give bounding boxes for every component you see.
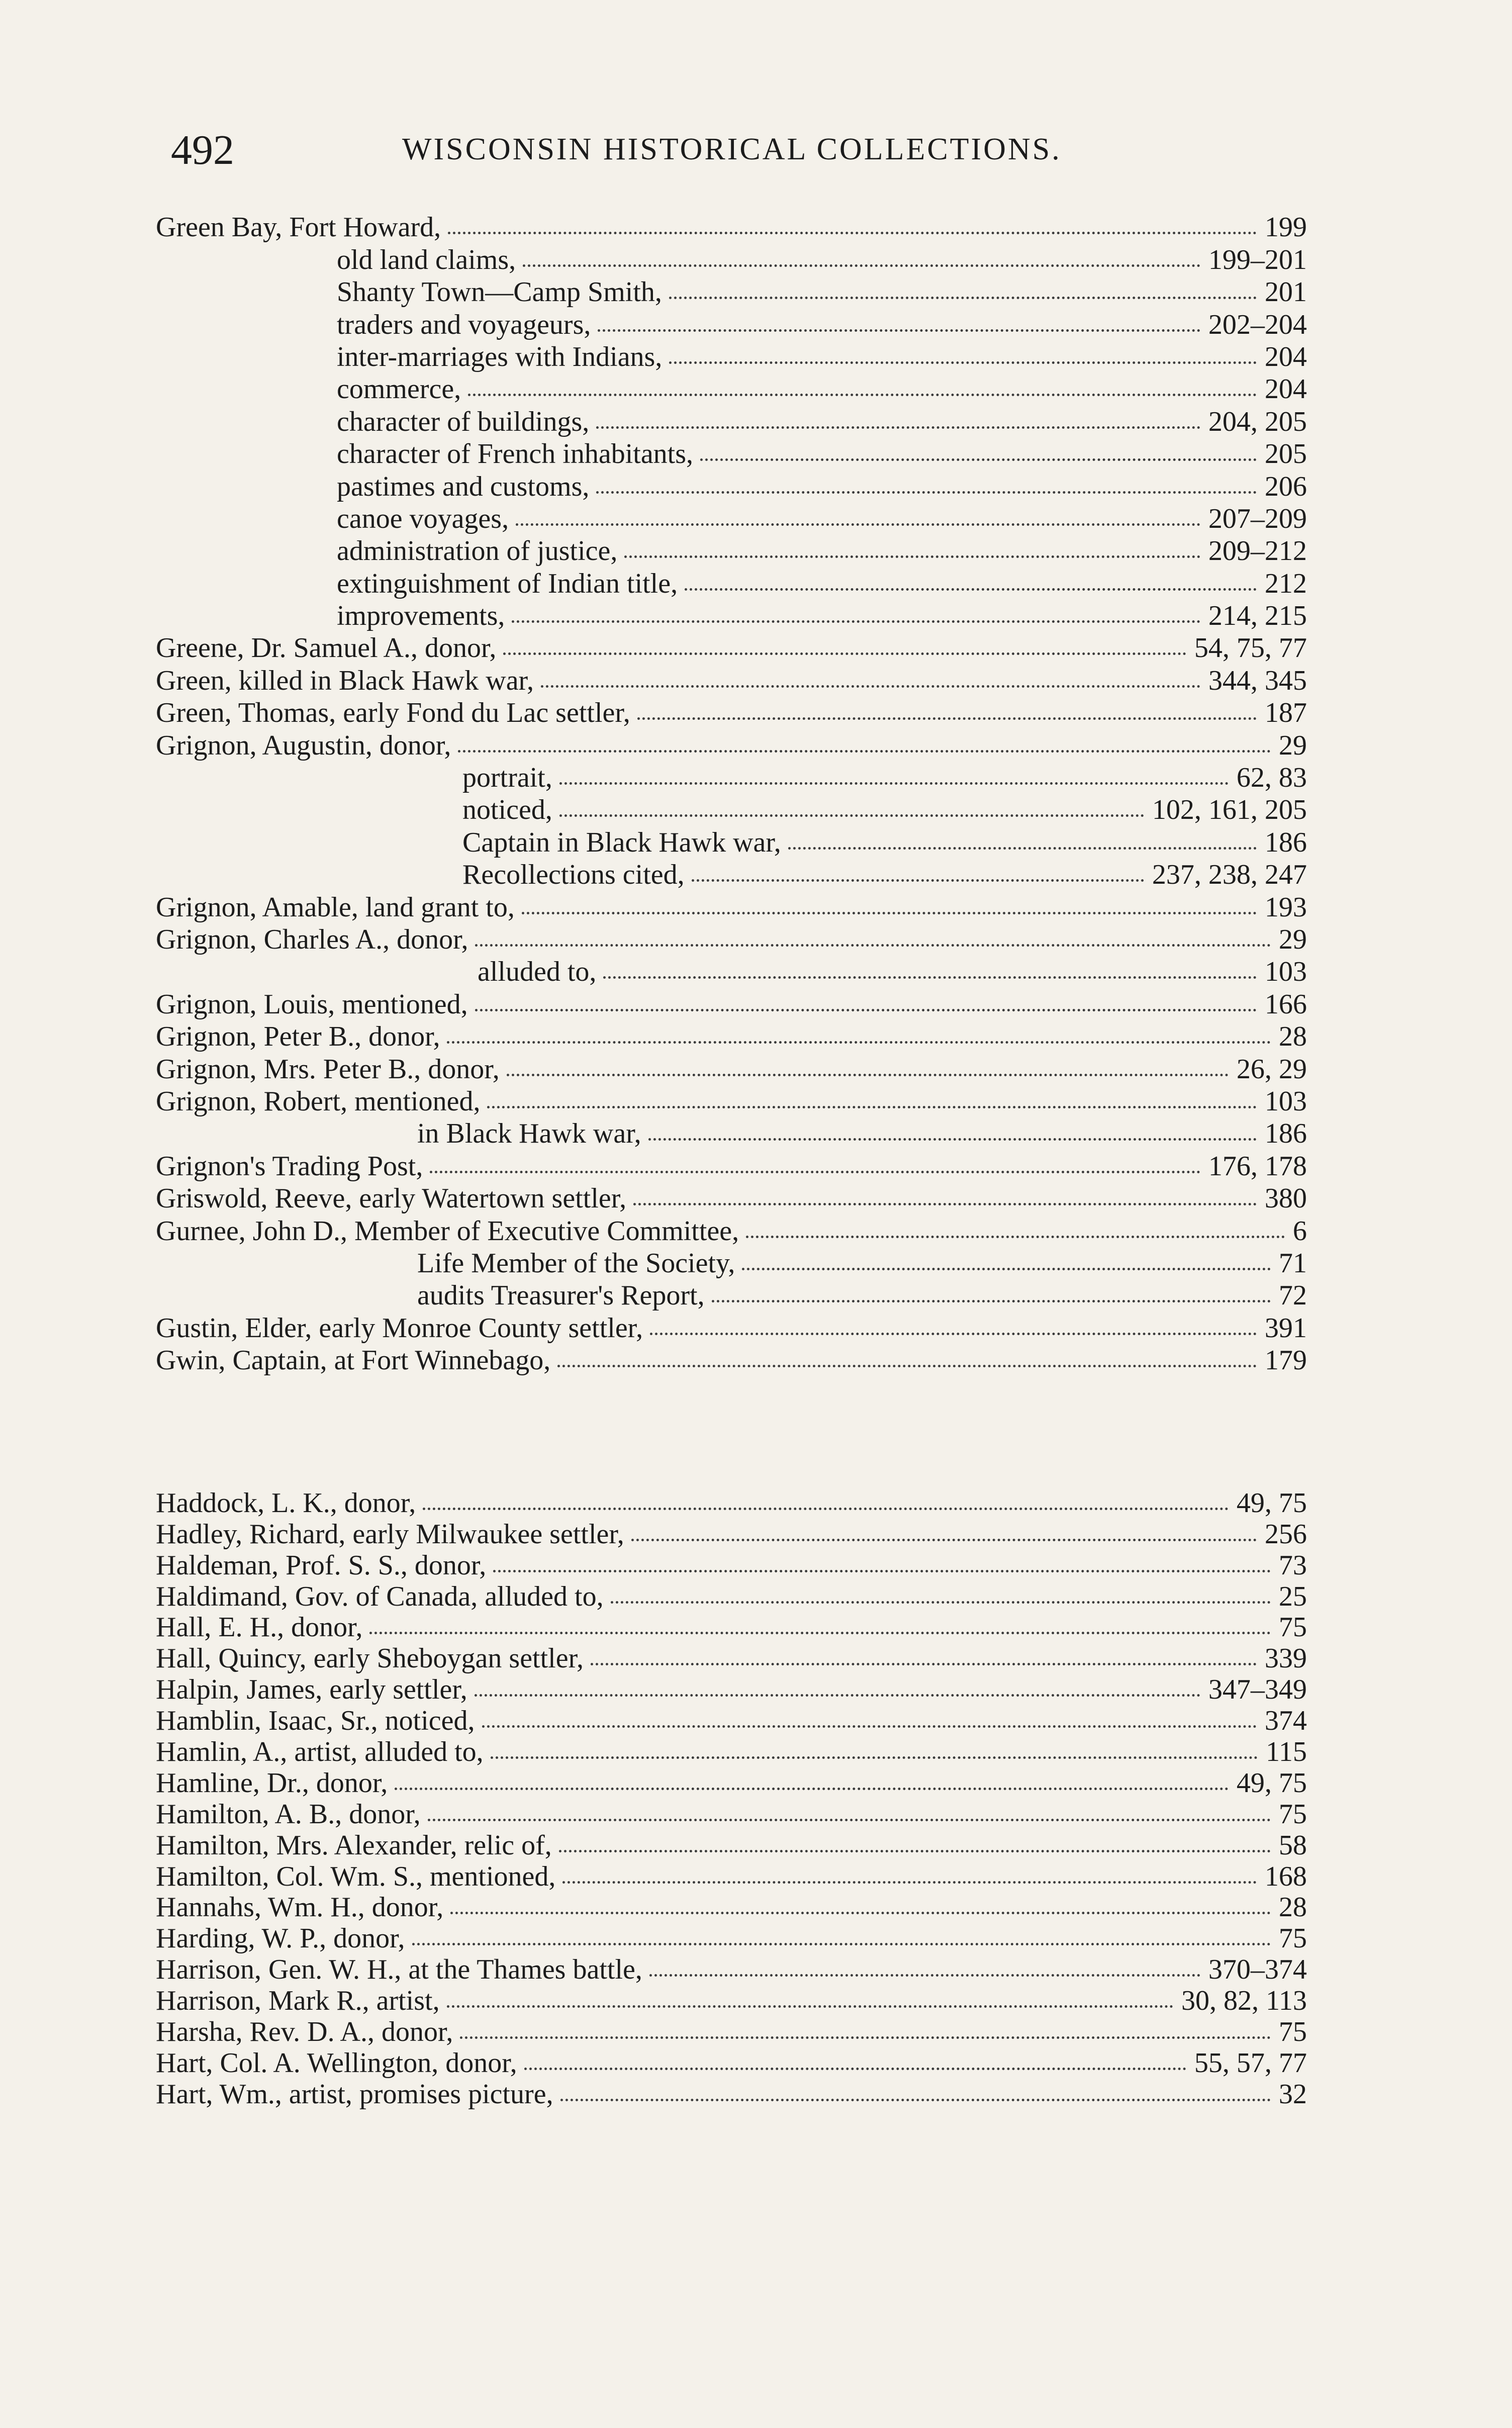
dot-leader <box>487 1106 1257 1108</box>
entry-pages: 179 <box>1265 1345 1307 1376</box>
entry-pages: 115 <box>1266 1736 1307 1768</box>
dot-leader <box>541 685 1200 688</box>
dot-leader <box>475 1009 1257 1011</box>
entry-pages: 75 <box>1279 1612 1307 1643</box>
entry-pages: 201 <box>1265 276 1307 308</box>
index-entry <box>156 600 1307 632</box>
index-entry <box>156 405 1307 437</box>
entry-label: character of buildings, <box>337 406 590 437</box>
entry-pages: 26, 29 <box>1237 1053 1307 1085</box>
index-entry <box>156 632 1307 664</box>
dot-leader <box>493 1570 1271 1572</box>
entry-pages: 30, 82, 113 <box>1181 1985 1307 2017</box>
dot-leader <box>746 1236 1285 1238</box>
dot-leader <box>369 1632 1271 1634</box>
entry-label: Hall, E. H., donor, <box>156 1612 363 1643</box>
dot-leader <box>559 814 1144 817</box>
entry-pages: 58 <box>1279 1829 1307 1861</box>
index-entry <box>156 1893 1307 1924</box>
entry-pages: 199 <box>1265 212 1307 243</box>
entry-label: Grignon, Augustin, donor, <box>156 729 451 761</box>
dot-leader <box>395 1788 1228 1790</box>
dot-leader <box>491 1756 1258 1759</box>
entry-pages: 204 <box>1265 341 1307 372</box>
entry-label: Recollections cited, <box>462 859 685 891</box>
index-entry <box>156 243 1307 275</box>
index-entry <box>156 762 1307 794</box>
entry-pages: 29 <box>1279 923 1307 955</box>
entry-pages: 204, 205 <box>1208 406 1307 437</box>
entry-pages: 73 <box>1279 1549 1307 1581</box>
dot-leader <box>447 1041 1271 1044</box>
entry-label: pastimes and customs, <box>337 471 590 502</box>
index-entry <box>156 1488 1307 1519</box>
dot-leader <box>460 2036 1271 2039</box>
entry-label: traders and voyageurs, <box>337 309 591 340</box>
entry-label: Haddock, L. K., donor, <box>156 1487 416 1519</box>
dot-leader <box>458 750 1271 753</box>
dot-leader <box>522 912 1257 914</box>
dot-leader <box>512 620 1200 623</box>
index-entry <box>156 1247 1307 1279</box>
index-entry <box>156 1861 1307 1893</box>
dot-leader <box>503 652 1186 655</box>
dot-leader <box>637 717 1257 720</box>
dot-leader <box>430 1171 1200 1173</box>
index-entry <box>156 1550 1307 1581</box>
index-entry <box>156 1737 1307 1768</box>
dot-leader <box>669 297 1257 299</box>
entry-label: Hannahs, Wm. H., donor, <box>156 1892 444 1923</box>
entry-label: Captain in Black Hawk war, <box>462 826 781 858</box>
entry-pages: 202–204 <box>1208 309 1307 340</box>
entry-label: Grignon, Charles A., donor, <box>156 923 468 955</box>
dot-leader <box>557 1365 1257 1367</box>
entry-pages: 206 <box>1265 471 1307 502</box>
dot-leader <box>450 1912 1271 1914</box>
dot-leader <box>649 1974 1200 1977</box>
index-entry <box>156 1215 1307 1247</box>
dot-leader <box>524 2068 1186 2070</box>
dot-leader <box>412 1943 1271 1945</box>
entry-pages: 54, 75, 77 <box>1194 632 1307 664</box>
entry-label: Shanty Town—Camp Smith, <box>337 276 662 308</box>
entry-pages: 339 <box>1265 1643 1307 1674</box>
entry-pages: 237, 238, 247 <box>1152 859 1307 891</box>
dot-leader <box>423 1508 1228 1510</box>
entry-pages: 49, 75 <box>1237 1767 1307 1799</box>
entry-pages: 103 <box>1265 956 1307 988</box>
dot-leader <box>692 879 1144 882</box>
entry-label: alluded to, <box>478 956 597 988</box>
entry-label: Grignon, Robert, mentioned, <box>156 1085 481 1117</box>
dot-leader <box>685 588 1257 591</box>
entry-pages: 199–201 <box>1208 244 1307 275</box>
entry-label: Hart, Col. A. Wellington, donor, <box>156 2047 517 2079</box>
entry-label: noticed, <box>462 794 552 826</box>
entry-pages: 32 <box>1279 2078 1307 2110</box>
entry-pages: 49, 75 <box>1237 1487 1307 1519</box>
entry-label: Hamilton, A. B., donor, <box>156 1798 421 1830</box>
dot-leader <box>598 329 1200 332</box>
entry-pages: 102, 161, 205 <box>1152 794 1307 826</box>
entry-label: Life Member of the Society, <box>417 1247 735 1279</box>
entry-pages: 214, 215 <box>1208 600 1307 632</box>
dot-leader <box>447 2005 1174 2008</box>
index-section-g <box>156 211 1307 1376</box>
index-entry <box>156 859 1307 891</box>
index-entry <box>156 503 1307 535</box>
index-section-h <box>156 1488 1307 2110</box>
dot-leader <box>475 944 1271 947</box>
entry-pages: 28 <box>1279 1892 1307 1923</box>
index-entry <box>156 211 1307 243</box>
index-entry <box>156 956 1307 988</box>
dot-leader <box>611 1601 1271 1604</box>
entry-label: character of French inhabitants, <box>337 438 694 470</box>
entry-label: Gwin, Captain, at Fort Winnebago, <box>156 1345 551 1376</box>
entry-pages: 168 <box>1265 1860 1307 1892</box>
dot-leader <box>624 555 1200 558</box>
dot-leader <box>633 1203 1257 1205</box>
index-entry <box>156 438 1307 470</box>
dot-leader <box>742 1268 1271 1270</box>
dot-leader <box>482 1725 1257 1728</box>
entry-label: Hamline, Dr., donor, <box>156 1767 388 1799</box>
index-entry <box>156 308 1307 340</box>
entry-label: Greene, Dr. Samuel A., donor, <box>156 632 497 664</box>
index-entry <box>156 1085 1307 1117</box>
index-entry <box>156 1799 1307 1830</box>
index-entry <box>156 2048 1307 2079</box>
entry-label: audits Treasurer's Report, <box>417 1280 705 1312</box>
entry-pages: 25 <box>1279 1580 1307 1612</box>
index-entry <box>156 923 1307 956</box>
entry-label: administration of justice, <box>337 535 618 567</box>
entry-pages: 205 <box>1265 438 1307 470</box>
entry-label: canoe voyages, <box>337 503 509 534</box>
entry-label: Hall, Quincy, early Sheboygan settler, <box>156 1643 584 1674</box>
entry-pages: 186 <box>1265 1118 1307 1150</box>
dot-leader <box>560 2099 1271 2101</box>
entry-pages: 204 <box>1265 373 1307 405</box>
index-entry <box>156 470 1307 502</box>
entry-pages: 374 <box>1265 1705 1307 1737</box>
dot-leader <box>475 1694 1200 1697</box>
index-entry <box>156 794 1307 826</box>
entry-label: Grignon, Louis, mentioned, <box>156 988 468 1020</box>
index-entry <box>156 697 1307 729</box>
entry-pages: 187 <box>1265 697 1307 729</box>
index-entry <box>156 1020 1307 1053</box>
entry-pages: 71 <box>1279 1247 1307 1279</box>
entry-pages: 103 <box>1265 1085 1307 1117</box>
dot-leader <box>669 361 1257 364</box>
entry-pages: 176, 178 <box>1208 1150 1307 1182</box>
entry-pages: 256 <box>1265 1518 1307 1550</box>
index-entry <box>156 1053 1307 1085</box>
index-entry <box>156 988 1307 1020</box>
entry-label: Harrison, Gen. W. H., at the Thames battle, <box>156 1954 642 1986</box>
dot-leader <box>507 1074 1228 1076</box>
entry-label: Halpin, James, early settler, <box>156 1674 467 1706</box>
dot-leader <box>603 976 1257 979</box>
entry-pages: 391 <box>1265 1312 1307 1344</box>
index-entry <box>156 276 1307 308</box>
index-entry <box>156 373 1307 405</box>
index-entry <box>156 1182 1307 1215</box>
index-entry <box>156 1768 1307 1799</box>
entry-label: Grignon, Peter B., donor, <box>156 1021 440 1053</box>
entry-pages: 62, 83 <box>1237 762 1307 794</box>
index-entry <box>156 729 1307 761</box>
index-entry <box>156 1643 1307 1674</box>
entry-label: Hamilton, Mrs. Alexander, relic of, <box>156 1829 552 1861</box>
index-entry <box>156 1830 1307 1861</box>
index-entry <box>156 1150 1307 1182</box>
dot-leader <box>516 523 1200 526</box>
dot-leader <box>559 782 1228 785</box>
page-number: 492 <box>171 127 234 173</box>
entry-label: Grignon, Amable, land grant to, <box>156 891 515 923</box>
entry-label: Harrison, Mark R., artist, <box>156 1985 440 2017</box>
entry-label: Grignon, Mrs. Peter B., donor, <box>156 1053 500 1085</box>
index-entry <box>156 2079 1307 2110</box>
index-entry <box>156 826 1307 858</box>
entry-label: Green Bay, Fort Howard, <box>156 212 441 243</box>
index-entry <box>156 1117 1307 1150</box>
index-entry <box>156 664 1307 696</box>
entry-pages: 72 <box>1279 1280 1307 1312</box>
dot-leader <box>712 1300 1271 1302</box>
dot-leader <box>631 1539 1257 1541</box>
index-entry <box>156 1344 1307 1376</box>
index-entry <box>156 2017 1307 2048</box>
dot-leader <box>448 232 1257 234</box>
entry-pages: 75 <box>1279 1798 1307 1830</box>
dot-leader <box>596 426 1200 429</box>
index-entry <box>156 1954 1307 1986</box>
index-entry <box>156 341 1307 373</box>
index-entry <box>156 1986 1307 2017</box>
entry-label: Green, Thomas, early Fond du Lac settler, <box>156 697 630 729</box>
entry-label: Haldimand, Gov. of Canada, alluded to, <box>156 1580 604 1612</box>
entry-pages: 55, 57, 77 <box>1194 2047 1307 2079</box>
index-entry <box>156 567 1307 599</box>
entry-pages: 370–374 <box>1208 1954 1307 1986</box>
dot-leader <box>648 1138 1257 1141</box>
dot-leader <box>596 491 1257 494</box>
entry-label: Green, killed in Black Hawk war, <box>156 665 534 696</box>
entry-label: Hart, Wm., artist, promises picture, <box>156 2078 553 2110</box>
index-entry <box>156 1312 1307 1344</box>
entry-label: Hadley, Richard, early Milwaukee settler, <box>156 1518 624 1550</box>
entry-pages: 166 <box>1265 988 1307 1020</box>
entry-label: Harsha, Rev. D. A., donor, <box>156 2016 453 2048</box>
running-title: WISCONSIN HISTORICAL COLLECTIONS. <box>402 132 1062 166</box>
dot-leader <box>562 1881 1257 1884</box>
index-entry <box>156 535 1307 567</box>
dot-leader <box>468 394 1257 396</box>
entry-label: in Black Hawk war, <box>417 1118 641 1150</box>
index-entry <box>156 1581 1307 1613</box>
entry-pages: 209–212 <box>1208 535 1307 567</box>
dot-leader <box>650 1333 1257 1335</box>
entry-label: portrait, <box>462 762 552 794</box>
entry-label: Grignon's Trading Post, <box>156 1150 423 1182</box>
entry-pages: 193 <box>1265 891 1307 923</box>
index-entry <box>156 1674 1307 1706</box>
entry-pages: 75 <box>1279 1923 1307 1954</box>
dot-leader <box>591 1663 1257 1665</box>
entry-pages: 186 <box>1265 826 1307 858</box>
entry-label: old land claims, <box>337 244 516 275</box>
index-entry <box>156 1613 1307 1644</box>
entry-label: improvements, <box>337 600 505 632</box>
entry-label: inter-marriages with Indians, <box>337 341 663 372</box>
dot-leader <box>788 847 1257 850</box>
index-entry <box>156 1519 1307 1550</box>
entry-label: Hamblin, Isaac, Sr., noticed, <box>156 1705 475 1737</box>
entry-pages: 28 <box>1279 1021 1307 1053</box>
entry-pages: 380 <box>1265 1183 1307 1215</box>
index-entry <box>156 891 1307 923</box>
index-entry <box>156 1923 1307 1954</box>
entry-pages: 344, 345 <box>1208 665 1307 696</box>
index-entry <box>156 1706 1307 1737</box>
page-header <box>171 126 1337 181</box>
entry-pages: 29 <box>1279 729 1307 761</box>
entry-label: commerce, <box>337 373 461 405</box>
entry-label: Haldeman, Prof. S. S., donor, <box>156 1549 487 1581</box>
dot-leader <box>700 458 1257 461</box>
index-entry <box>156 1279 1307 1312</box>
entry-label: extinguishment of Indian title, <box>337 568 678 599</box>
entry-label: Griswold, Reeve, early Watertown settler, <box>156 1183 627 1215</box>
entry-label: Gustin, Elder, early Monroe County settler, <box>156 1312 643 1344</box>
entry-pages: 6 <box>1293 1215 1307 1247</box>
entry-label: Hamilton, Col. Wm. S., mentioned, <box>156 1860 556 1892</box>
dot-leader <box>428 1819 1271 1821</box>
dot-leader <box>559 1850 1271 1852</box>
entry-label: Gurnee, John D., Member of Executive Committee, <box>156 1215 739 1247</box>
entry-pages: 212 <box>1265 568 1307 599</box>
entry-pages: 347–349 <box>1208 1674 1307 1706</box>
entry-pages: 207–209 <box>1208 503 1307 534</box>
entry-label: Harding, W. P., donor, <box>156 1923 405 1954</box>
dot-leader <box>523 264 1200 267</box>
entry-label: Hamlin, A., artist, alluded to, <box>156 1736 484 1768</box>
entry-pages: 75 <box>1279 2016 1307 2048</box>
